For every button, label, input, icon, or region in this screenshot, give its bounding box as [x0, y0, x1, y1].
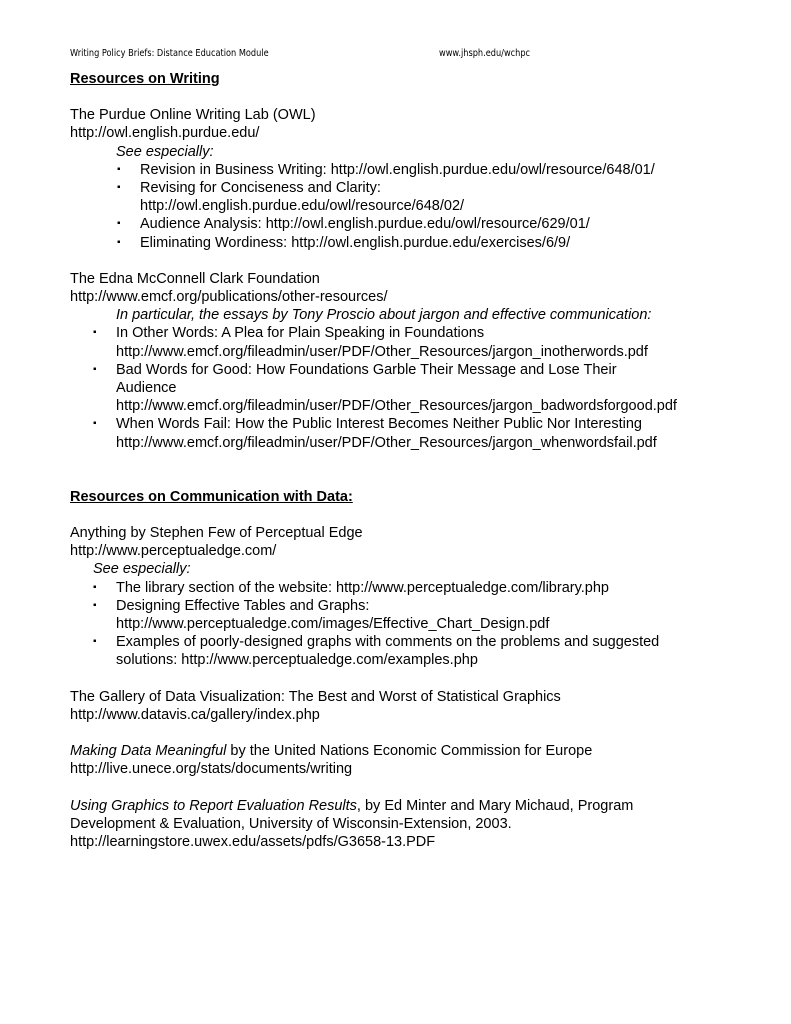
- list-item: ▪ Examples of poorly-designed graphs with comments on the problems and suggested solutions: http://www.perceptualedge.com/examples.php: [93, 634, 660, 669]
- emcf-list: [70, 324, 760, 451]
- unece-url[interactable]: http://live.unece.org/stats/documents/writing: [70, 761, 353, 778]
- bullet-icon: ▪: [93, 581, 97, 593]
- few-url[interactable]: http://www.perceptualedge.com/: [70, 543, 277, 560]
- owl-list: [70, 161, 760, 252]
- list-item: ▪ Revision in Business Writing: http://owl.english.purdue.edu/owl/resource/648/01/: [117, 161, 655, 178]
- bullet-icon: ▪: [117, 182, 121, 194]
- owl-see-especially: See especially:: [116, 143, 214, 160]
- bullet-icon: ▪: [93, 327, 97, 339]
- owl-title: The Purdue Online Writing Lab (OWL): [70, 107, 316, 124]
- list-item: ▪ In Other Words: A Plea for Plain Speaking in Foundations http://www.emcf.org/fileadmin/user/PDF/Other_Resources/jargon_inotherwords.pdf: [93, 325, 648, 360]
- header-url: www.jhsph.edu/wchpc: [439, 48, 531, 59]
- header-module-title: Writing Policy Briefs: Distance Education Module: [70, 48, 269, 59]
- minter-title: Using Graphics to Report Evaluation Results, by Ed Minter and Mary Michaud, Program: [70, 797, 634, 814]
- bullet-icon: ▪: [93, 418, 97, 430]
- document-body: [70, 70, 760, 851]
- list-item: ▪ The library section of the website: http://www.perceptualedge.com/library.php: [93, 579, 609, 596]
- list-item: ▪ Designing Effective Tables and Graphs: http://www.perceptualedge.com/images/Effective_Chart_Design.pdf: [93, 597, 550, 633]
- list-item: ▪ Audience Analysis: http://owl.english.purdue.edu/owl/resource/629/01/: [117, 216, 590, 233]
- bullet-icon: ▪: [93, 599, 97, 611]
- gallery-url[interactable]: http://www.datavis.ca/gallery/index.php: [70, 706, 320, 723]
- section-heading-writing: Resources on Writing: [70, 71, 220, 87]
- emcf-note: In particular, the essays by Tony Proscio about jargon and effective communication:: [116, 307, 652, 324]
- bullet-icon: ▪: [93, 636, 97, 648]
- list-item: ▪ Revising for Conciseness and Clarity: http://owl.english.purdue.edu/owl/resource/648/02/: [117, 180, 465, 215]
- list-item: ▪ Eliminating Wordiness: http://owl.english.purdue.edu/exercises/6/9/: [117, 234, 571, 251]
- bullet-icon: ▪: [117, 236, 121, 248]
- few-title: Anything by Stephen Few of Perceptual Edge: [70, 525, 363, 542]
- emcf-url[interactable]: http://www.emcf.org/publications/other-resources/: [70, 289, 388, 306]
- section-heading-data: Resources on Communication with Data:: [70, 488, 353, 505]
- gallery-title: The Gallery of Data Visualization: The Best and Worst of Statistical Graphics: [70, 688, 561, 705]
- unece-title: Making Data Meaningful by the United Nations Economic Commission for Europe: [70, 743, 593, 760]
- minter-publisher: Development & Evaluation, University of Wisconsin-Extension, 2003.: [70, 815, 512, 832]
- list-item: ▪ When Words Fail: How the Public Interest Becomes Neither Public Nor Interesting http://www.emcf.org/fileadmin/user/PDF/Other_Resources/jargon_whenwordsfail.pdf: [93, 416, 657, 451]
- minter-url[interactable]: http://learningstore.uwex.edu/assets/pdfs/G3658-13.PDF: [70, 833, 436, 850]
- few-see-especially: See especially:: [93, 561, 191, 578]
- few-list: [70, 579, 760, 670]
- bullet-icon: ▪: [93, 363, 97, 375]
- list-item: ▪ Bad Words for Good: How Foundations Garble Their Message and Lose Their Audience http://www.emcf.org/fileadmin/user/PDF/Other_Resources/jargon_badwordsforgood.pdf: [93, 361, 677, 415]
- emcf-title: The Edna McConnell Clark Foundation: [70, 270, 320, 287]
- owl-url[interactable]: http://owl.english.purdue.edu/: [70, 125, 260, 142]
- bullet-icon: ▪: [117, 163, 121, 175]
- page-header: [70, 48, 628, 59]
- bullet-icon: ▪: [117, 218, 121, 230]
